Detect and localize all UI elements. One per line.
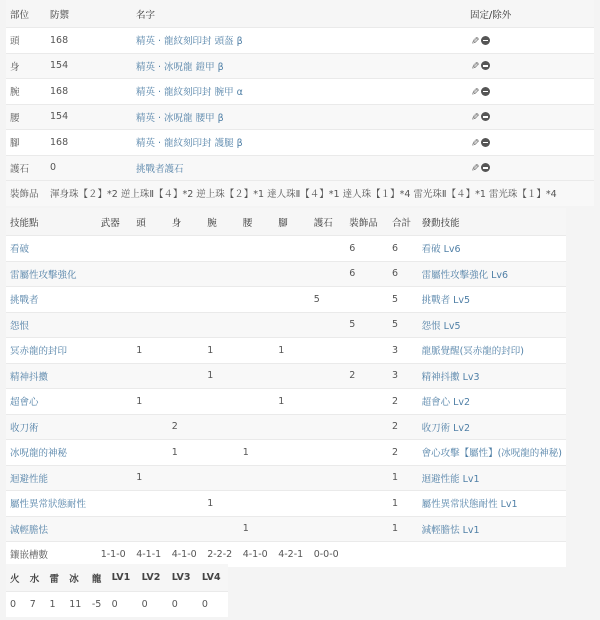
skill-points: 1	[388, 465, 418, 491]
armor-slot: 身	[6, 53, 46, 79]
skill-points	[274, 312, 310, 338]
skill-points	[168, 338, 204, 364]
resistance-header: LV1	[108, 564, 138, 592]
resistance-value: 0	[138, 592, 168, 617]
skill-points: 5	[310, 287, 346, 313]
skill-points	[203, 261, 239, 287]
skill-points	[132, 414, 168, 440]
armor-name-link[interactable]: 精英 · 龍紋刻印封 護腿 β	[136, 138, 243, 150]
armor-name	[132, 28, 466, 54]
skill-name-link[interactable]: 看破	[10, 244, 30, 256]
pin-icon[interactable]: ✎	[468, 87, 480, 96]
armor-row	[6, 28, 594, 54]
skill-points	[132, 287, 168, 313]
skill-points: 2	[388, 414, 418, 440]
skill-points	[97, 363, 133, 389]
skills-table	[6, 208, 566, 567]
skill-row	[6, 312, 566, 338]
activated-skill-link[interactable]: 收刀術 Lv2	[421, 422, 471, 434]
skill-name-link[interactable]: 雷屬性攻擊強化	[10, 269, 77, 281]
skill-points	[132, 491, 168, 517]
pin-exclude-actions	[466, 104, 594, 130]
pin-exclude-actions	[466, 28, 594, 54]
resistance-table	[6, 564, 228, 617]
pin-exclude-actions	[466, 155, 594, 181]
skill-points: 1	[132, 465, 168, 491]
slot-count: 0-0-0	[310, 542, 346, 567]
activated-skill-link[interactable]: 會心攻擊【屬性】(冰呪龍的神秘)	[421, 448, 562, 460]
activated-skill-link[interactable]: 迴避性能 Lv1	[421, 473, 480, 485]
skill-name	[6, 363, 97, 389]
exclude-icon[interactable]	[481, 36, 490, 45]
skill-row	[6, 414, 566, 440]
skill-points	[345, 516, 388, 542]
skill-points	[310, 236, 346, 262]
skill-points	[274, 236, 310, 262]
skill-points: 6	[345, 236, 388, 262]
activated-skill-link[interactable]: 減輕膽怯 Lv1	[421, 524, 480, 536]
activated-skill	[418, 261, 566, 287]
armor-row	[6, 53, 594, 79]
skill-points: 5	[388, 287, 418, 313]
skill-name	[6, 516, 97, 542]
resistance-header: 龍	[88, 564, 108, 592]
skill-name-link[interactable]: 減輕膽怯	[10, 524, 49, 536]
resistance-value: 0	[108, 592, 138, 617]
resistance-values-row	[6, 592, 228, 617]
activated-skill	[418, 516, 566, 542]
activated-skill	[418, 491, 566, 517]
activated-skill	[418, 363, 566, 389]
skill-points	[168, 491, 204, 517]
skill-points	[239, 363, 275, 389]
resistance-value: 0	[198, 592, 228, 617]
activated-skill	[418, 440, 566, 466]
skill-points	[239, 338, 275, 364]
skill-points: 6	[388, 236, 418, 262]
skill-points	[132, 261, 168, 287]
skill-points	[310, 465, 346, 491]
skill-name-link[interactable]: 冰呪龍的神秘	[10, 448, 68, 460]
skill-name-link[interactable]: 屬性異常狀態耐性	[10, 499, 87, 511]
skill-points: 1	[239, 516, 275, 542]
skill-name	[6, 414, 97, 440]
skill-points	[310, 491, 346, 517]
skill-points	[203, 440, 239, 466]
skill-points: 3	[388, 338, 418, 364]
activated-skill-link[interactable]: 看破 Lv6	[421, 244, 461, 256]
skill-points	[310, 389, 346, 415]
activated-skill-link[interactable]: 屬性異常狀態耐性 Lv1	[421, 499, 518, 511]
skill-points	[345, 287, 388, 313]
decorations-label: 裝飾品	[6, 181, 46, 206]
skill-points	[239, 465, 275, 491]
armor-row	[6, 130, 594, 156]
skill-points	[345, 389, 388, 415]
resistance-header: 雷	[45, 564, 65, 592]
exclude-icon[interactable]	[481, 87, 490, 96]
skill-points: 1	[203, 363, 239, 389]
pin-icon[interactable]: ✎	[468, 112, 480, 121]
skill-points	[203, 465, 239, 491]
armor-name-link[interactable]: 挑戰者護石	[136, 163, 184, 175]
slot-count: 4-1-1	[132, 542, 168, 567]
skill-row	[6, 465, 566, 491]
resistance-header: LV2	[138, 564, 168, 592]
skill-row	[6, 491, 566, 517]
skill-row	[6, 338, 566, 364]
resistance-header: 冰	[65, 564, 88, 592]
skill-points	[239, 414, 275, 440]
skill-points	[97, 414, 133, 440]
skill-name-link[interactable]: 迴避性能	[10, 473, 49, 485]
skill-row	[6, 516, 566, 542]
skill-points: 5	[345, 312, 388, 338]
decorations-list: 渾身珠【２】*2 逆上珠Ⅱ【４】*2 逆上珠【２】*1 達人珠Ⅱ【４】*1 達人珠【１】*4 雷光珠Ⅱ【４】*1 雷光珠【１】*4	[46, 181, 594, 206]
column-header: 防禦	[46, 0, 132, 28]
skill-points: 1	[203, 338, 239, 364]
armor-name-link[interactable]: 精英 · 冰呪龍 腰甲 β	[136, 112, 224, 124]
skill-points	[97, 287, 133, 313]
armor-name	[132, 130, 466, 156]
armor-defense: 154	[46, 53, 132, 79]
armor-slot: 腰	[6, 104, 46, 130]
armor-defense: 0	[46, 155, 132, 181]
skill-points: 1	[388, 491, 418, 517]
column-header: 發動技能	[418, 208, 566, 236]
column-header: 武器	[97, 208, 133, 236]
activated-skill	[418, 312, 566, 338]
armor-row	[6, 104, 594, 130]
skill-points	[310, 312, 346, 338]
resistance-value: -5	[88, 592, 108, 617]
armor-defense: 168	[46, 79, 132, 105]
skill-points	[97, 440, 133, 466]
column-header: 技能點	[6, 208, 97, 236]
skill-name-link[interactable]: 收刀術	[10, 422, 39, 434]
skill-points	[168, 261, 204, 287]
skill-points: 1	[239, 440, 275, 466]
pin-exclude-actions	[466, 130, 594, 156]
skill-points	[132, 363, 168, 389]
skill-points	[132, 312, 168, 338]
skill-name	[6, 389, 97, 415]
skill-name	[6, 312, 97, 338]
skill-points	[168, 236, 204, 262]
skill-points: 6	[388, 261, 418, 287]
slot-count: 4-1-0	[168, 542, 204, 567]
skill-points	[274, 261, 310, 287]
activated-skill-link[interactable]: 挑戰者 Lv5	[421, 295, 471, 307]
column-header: 合計	[388, 208, 418, 236]
skill-points	[97, 389, 133, 415]
skill-name	[6, 465, 97, 491]
skill-points	[239, 236, 275, 262]
resistance-header: 水	[26, 564, 46, 592]
skill-points	[310, 363, 346, 389]
activated-skill	[418, 338, 566, 364]
slots-label: 鑲嵌槽數	[6, 542, 97, 567]
armor-slot: 腕	[6, 79, 46, 105]
armor-row	[6, 155, 594, 181]
activated-skill-link[interactable]: 超會心 Lv2	[421, 397, 471, 409]
slot-count: 4-2-1	[274, 542, 310, 567]
skill-row	[6, 363, 566, 389]
armor-slot: 腳	[6, 130, 46, 156]
skill-points: 1	[274, 338, 310, 364]
skill-points	[239, 491, 275, 517]
resistance-value: 7	[26, 592, 46, 617]
skill-name	[6, 261, 97, 287]
activated-skill-link[interactable]: 精神抖擻 Lv3	[421, 371, 480, 383]
activated-skill	[418, 465, 566, 491]
skill-points	[274, 516, 310, 542]
skill-points	[168, 389, 204, 415]
skill-row	[6, 236, 566, 262]
skill-points: 1	[132, 338, 168, 364]
skill-row	[6, 287, 566, 313]
slot-count: 1-1-0	[97, 542, 133, 567]
skill-points	[168, 312, 204, 338]
skill-points	[239, 287, 275, 313]
activated-skill-link[interactable]: 怨恨 Lv5	[421, 320, 461, 332]
skill-points: 1	[132, 389, 168, 415]
exclude-icon[interactable]	[481, 163, 490, 172]
column-header: 腰	[239, 208, 275, 236]
skill-points	[203, 236, 239, 262]
skill-points	[203, 312, 239, 338]
slot-count: 2-2-2	[203, 542, 239, 567]
pin-exclude-actions	[466, 79, 594, 105]
skill-points	[97, 236, 133, 262]
skill-points	[274, 363, 310, 389]
skill-points	[97, 338, 133, 364]
armor-name-link[interactable]: 精英 · 龍紋刻印封 腕甲 α	[136, 87, 243, 99]
skill-points	[239, 312, 275, 338]
skill-points	[274, 491, 310, 517]
skill-name	[6, 338, 97, 364]
skill-points	[203, 389, 239, 415]
skill-points	[97, 312, 133, 338]
armor-name-link[interactable]: 精英 · 龍紋刻印封 頭盔 β	[136, 36, 243, 48]
exclude-icon[interactable]	[481, 61, 490, 70]
skill-name	[6, 491, 97, 517]
skill-points	[310, 338, 346, 364]
skill-points	[132, 236, 168, 262]
skill-points	[239, 389, 275, 415]
pin-icon[interactable]: ✎	[468, 61, 480, 70]
skill-points: 5	[388, 312, 418, 338]
activated-skill	[418, 287, 566, 313]
resistance-header: LV4	[198, 564, 228, 592]
skill-row	[6, 261, 566, 287]
armor-slot: 護石	[6, 155, 46, 181]
skill-points: 2	[345, 363, 388, 389]
skill-points	[203, 287, 239, 313]
armor-defense: 168	[46, 130, 132, 156]
activated-skill	[418, 414, 566, 440]
skill-points: 2	[168, 414, 204, 440]
armor-defense: 168	[46, 28, 132, 54]
skill-points	[345, 465, 388, 491]
activated-skill	[418, 389, 566, 415]
column-header: 身	[168, 208, 204, 236]
resistance-value: 11	[65, 592, 88, 617]
decorations-row	[6, 181, 594, 206]
skill-points	[132, 440, 168, 466]
pin-exclude-actions	[466, 53, 594, 79]
skill-points	[97, 465, 133, 491]
armor-row	[6, 79, 594, 105]
column-header: 頭	[132, 208, 168, 236]
skill-points: 1	[168, 440, 204, 466]
activated-skill-link[interactable]: 龍脈覺醒(冥赤龍的封印)	[421, 346, 524, 358]
resistance-value: 0	[6, 592, 26, 617]
activated-skill	[418, 236, 566, 262]
pin-icon[interactable]: ✎	[468, 36, 480, 45]
skill-points	[97, 261, 133, 287]
pin-icon[interactable]: ✎	[468, 163, 480, 172]
skill-points: 1	[203, 491, 239, 517]
skill-name-link[interactable]: 挑戰者	[10, 295, 39, 307]
skill-points	[345, 440, 388, 466]
skill-points	[203, 516, 239, 542]
column-header: 裝飾品	[345, 208, 388, 236]
skill-points	[168, 465, 204, 491]
skill-points	[97, 491, 133, 517]
skill-points	[239, 261, 275, 287]
skill-points	[310, 516, 346, 542]
skill-points	[310, 414, 346, 440]
skill-points	[310, 440, 346, 466]
column-header: 部位	[6, 0, 46, 28]
skill-points: 3	[388, 363, 418, 389]
skill-points: 2	[388, 440, 418, 466]
skill-points: 1	[274, 389, 310, 415]
skill-points: 2	[388, 389, 418, 415]
resistance-value: 0	[168, 592, 198, 617]
exclude-icon[interactable]	[481, 112, 490, 121]
exclude-icon[interactable]	[481, 138, 490, 147]
skill-points	[132, 516, 168, 542]
skill-points	[274, 465, 310, 491]
slot-count: 4-1-0	[239, 542, 275, 567]
resistance-header: 火	[6, 564, 26, 592]
resistance-value: 1	[45, 592, 65, 617]
armor-name	[132, 155, 466, 181]
skill-name-link[interactable]: 冥赤龍的封印	[10, 346, 68, 358]
column-header: 護石	[310, 208, 346, 236]
column-header: 腕	[203, 208, 239, 236]
slots-row	[6, 542, 566, 567]
armor-table	[6, 0, 594, 206]
skill-points	[168, 287, 204, 313]
activated-skill-link[interactable]: 雷屬性攻擊強化 Lv6	[421, 269, 509, 281]
armor-name	[132, 79, 466, 105]
skill-points: 6	[345, 261, 388, 287]
skill-points	[345, 414, 388, 440]
armor-name	[132, 104, 466, 130]
skill-points	[97, 516, 133, 542]
armor-name	[132, 53, 466, 79]
skill-name	[6, 287, 97, 313]
skill-points: 1	[388, 516, 418, 542]
pin-icon[interactable]: ✎	[468, 138, 480, 147]
skill-points	[274, 440, 310, 466]
skill-name-link[interactable]: 超會心	[10, 397, 39, 409]
skill-points	[345, 491, 388, 517]
skill-name-link[interactable]: 怨恨	[10, 320, 30, 332]
skill-name	[6, 440, 97, 466]
skill-name-link[interactable]: 精神抖擻	[10, 371, 49, 383]
skill-points	[168, 363, 204, 389]
skill-row	[6, 440, 566, 466]
column-header: 腳	[274, 208, 310, 236]
skill-points	[345, 338, 388, 364]
column-header: 名字	[132, 0, 466, 28]
skill-points	[203, 414, 239, 440]
skill-points	[274, 414, 310, 440]
skill-points	[274, 287, 310, 313]
armor-slot: 頭	[6, 28, 46, 54]
armor-defense: 154	[46, 104, 132, 130]
armor-name-link[interactable]: 精英 · 冰呪龍 鎧甲 β	[136, 61, 224, 73]
resistance-header: LV3	[168, 564, 198, 592]
skill-points	[310, 261, 346, 287]
skill-name	[6, 236, 97, 262]
skill-points	[168, 516, 204, 542]
column-header: 固定/除外	[466, 0, 594, 28]
skill-row	[6, 389, 566, 415]
